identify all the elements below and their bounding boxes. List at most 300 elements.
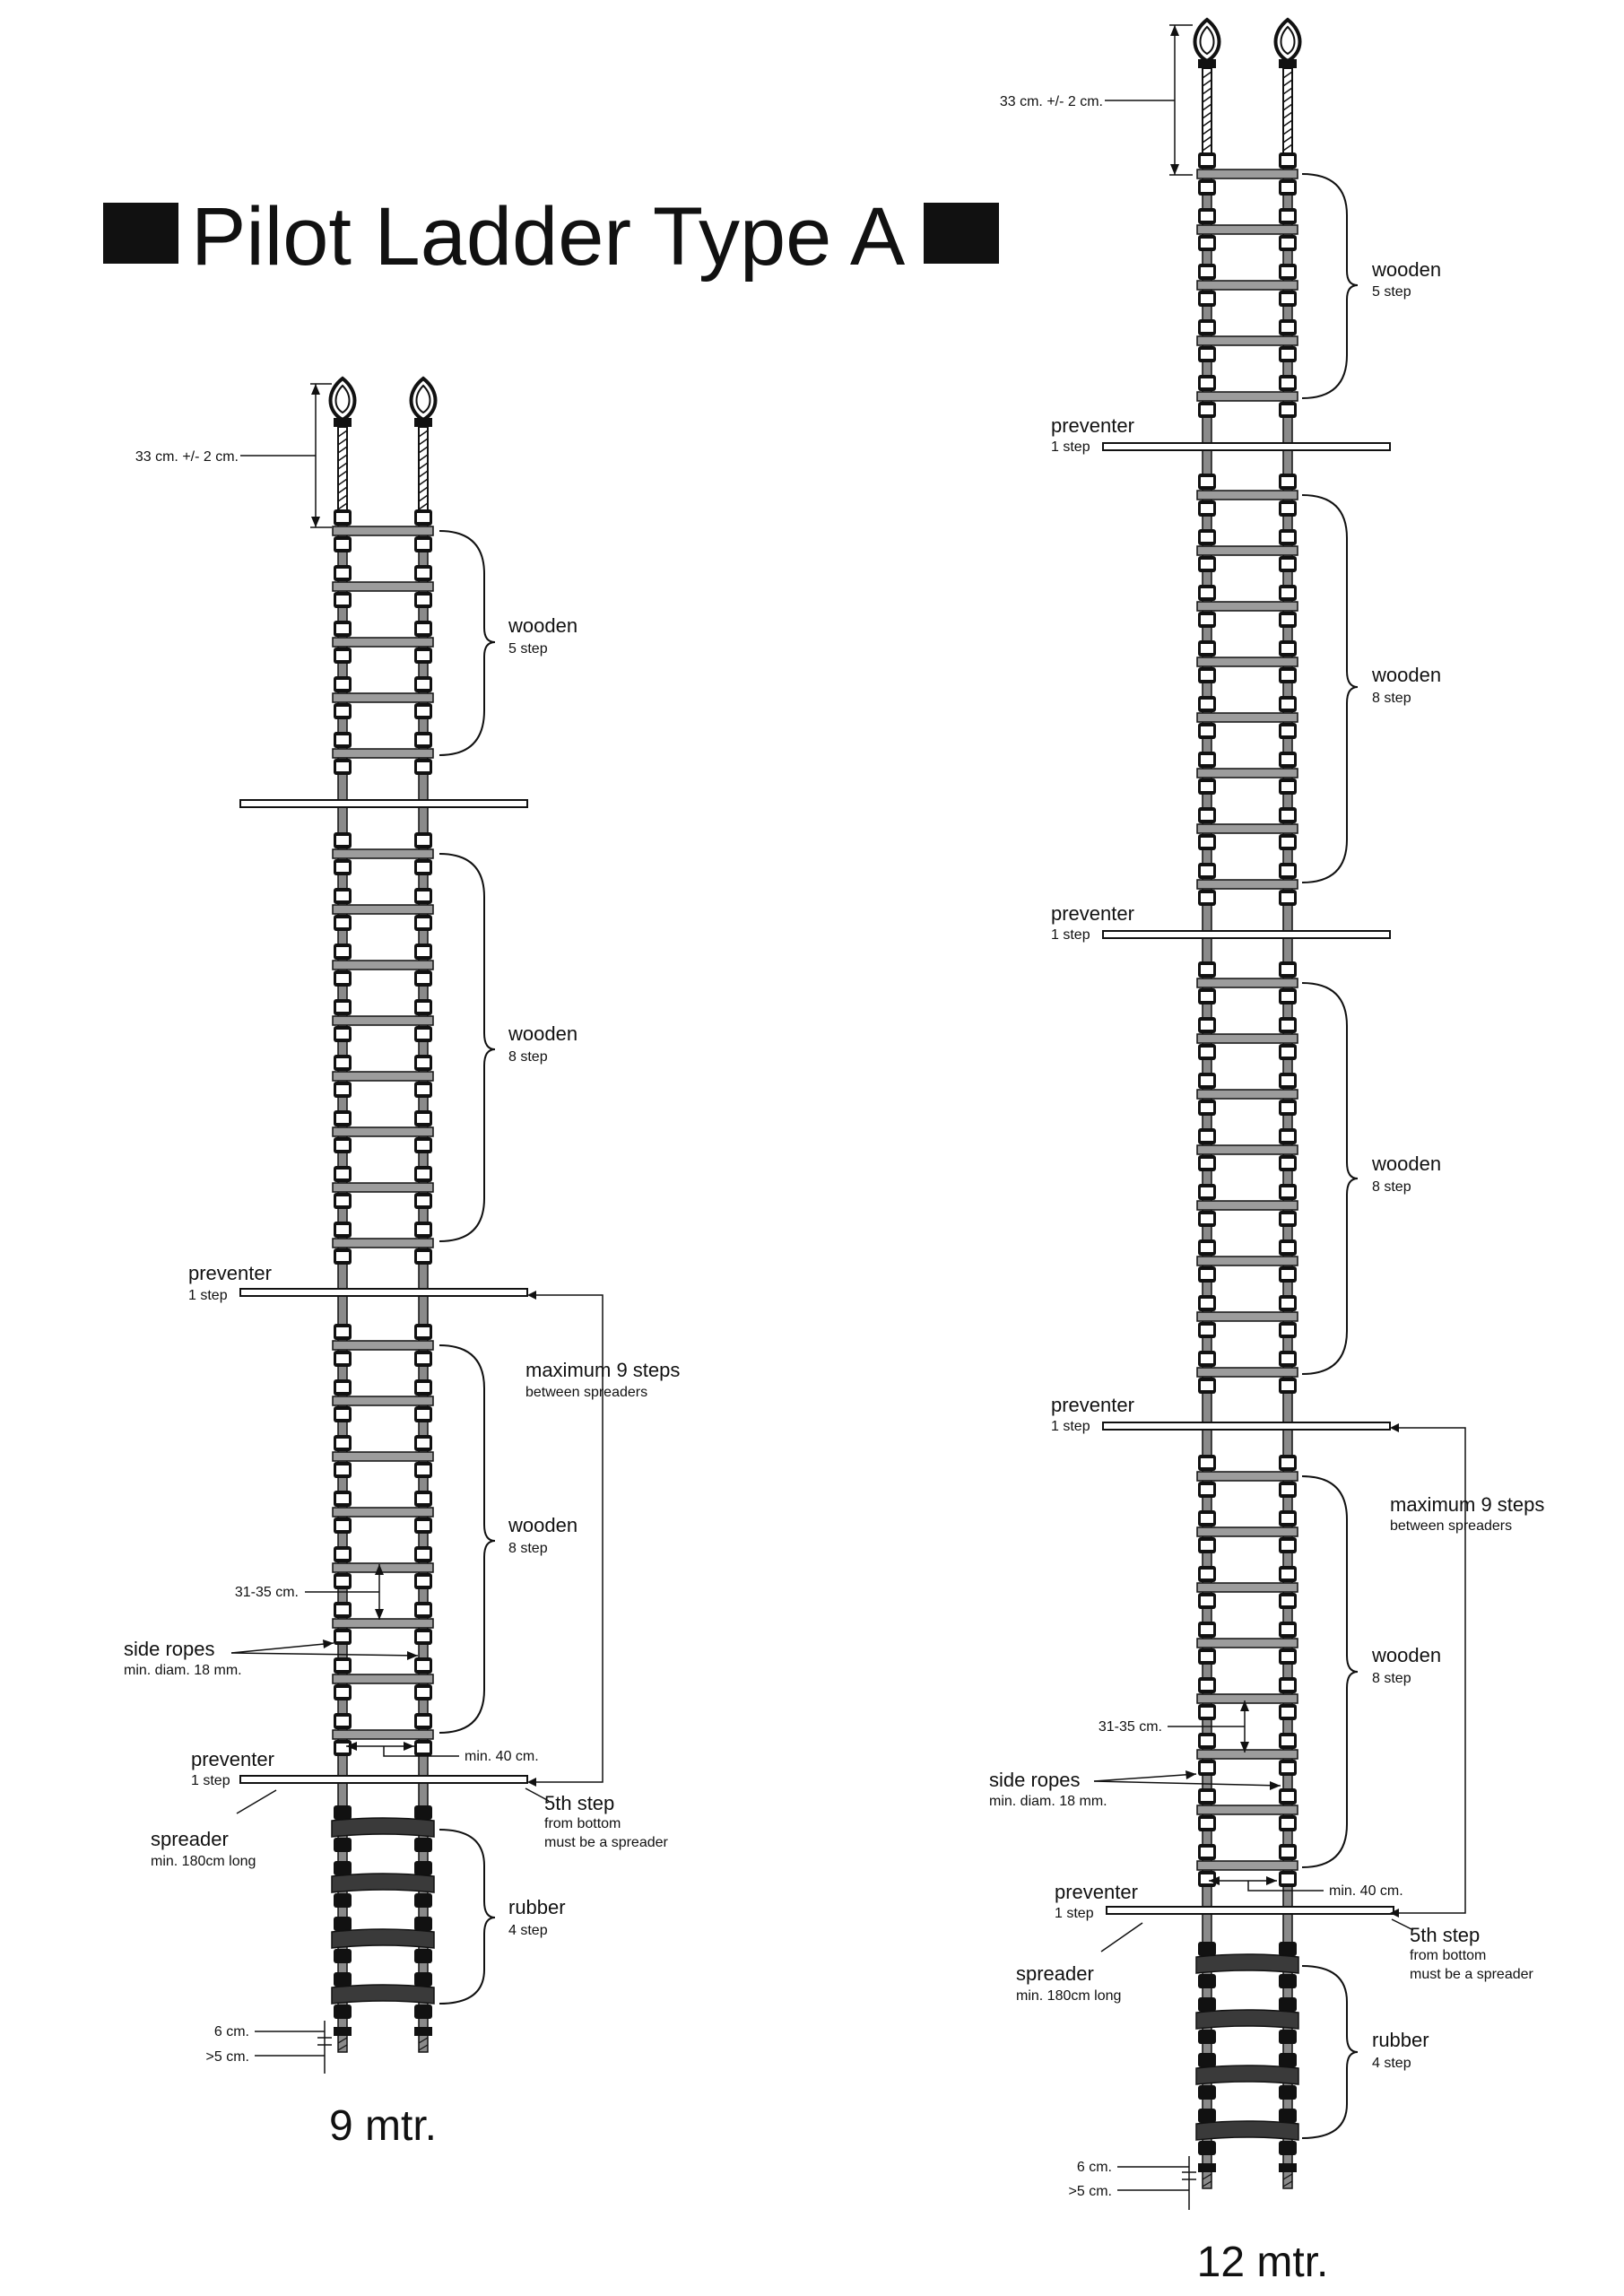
step-chock-slot — [1281, 782, 1294, 791]
step-chock-slot — [1201, 965, 1213, 974]
wooden-step — [1197, 769, 1298, 778]
preventer-label: preventer — [191, 1748, 274, 1770]
step-chock-slot — [336, 1327, 349, 1336]
step-chock-slot — [1201, 1570, 1213, 1578]
ladder-caption: 9 mtr. — [328, 2102, 438, 2150]
section-sublabel: 4 step — [1372, 2056, 1411, 2071]
section-sublabel: 8 step — [1372, 1671, 1411, 1686]
step-chock — [1279, 2053, 1297, 2067]
step-chock-slot — [1201, 350, 1213, 359]
wooden-step — [1197, 491, 1298, 500]
step-chock-slot — [1281, 1214, 1294, 1223]
step-chock-slot — [336, 974, 349, 983]
rubber-step — [332, 1929, 434, 1948]
step-chock-slot — [417, 1661, 430, 1670]
step-chock-slot — [1281, 1159, 1294, 1168]
spreader-bar — [1103, 931, 1390, 938]
step-chock-slot — [1281, 1132, 1294, 1141]
spreader-bar — [240, 800, 527, 807]
step-chock — [414, 1893, 432, 1908]
step-chock-slot — [1281, 239, 1294, 248]
step-chock-slot — [1201, 992, 1213, 1001]
step-chock-slot — [1281, 1541, 1294, 1550]
step-chock-slot — [336, 1465, 349, 1474]
step-chock — [1198, 2085, 1216, 2100]
rope-eye-collar — [1279, 59, 1297, 68]
step-chock — [1198, 2141, 1216, 2155]
preventer-sublabel: 1 step — [1051, 927, 1090, 943]
step-chock-slot — [417, 1465, 430, 1474]
fifth-step-label: 5th step — [544, 1792, 615, 1814]
step-chock — [414, 1917, 432, 1931]
step-chock-slot — [1201, 1021, 1213, 1030]
step-chock-slot — [417, 1383, 430, 1392]
section-sublabel: 5 step — [508, 641, 548, 657]
step-chock-slot — [1201, 1103, 1213, 1112]
step-chock-slot — [417, 1085, 430, 1094]
step-chock-slot — [336, 596, 349, 604]
step-chock-slot — [417, 1550, 430, 1559]
step-chock-slot — [1201, 1708, 1213, 1717]
step-chock — [414, 1972, 432, 1987]
step-chock-slot — [1281, 504, 1294, 513]
wooden-step — [333, 693, 433, 702]
step-chock-slot — [336, 1577, 349, 1586]
step-chock-slot — [1281, 1187, 1294, 1196]
section-sublabel: 8 step — [508, 1541, 548, 1556]
step-chock-slot — [1281, 1381, 1294, 1390]
step-chock-slot — [417, 624, 430, 633]
wooden-step — [1197, 657, 1298, 666]
spreader-bar — [240, 1776, 527, 1783]
wooden-step — [333, 1341, 433, 1350]
bottom-chock — [414, 2027, 432, 2036]
step-chock-slot — [1281, 1243, 1294, 1252]
step-chock-slot — [336, 863, 349, 872]
step-chock-slot — [417, 891, 430, 900]
step-chock-slot — [1201, 893, 1213, 902]
step-chock-slot — [336, 1744, 349, 1752]
section-label: rubber — [1372, 2029, 1429, 2051]
ladder-12m-graphic — [1103, 20, 1394, 2188]
step-chock-slot — [1281, 183, 1294, 192]
step-chock-slot — [336, 762, 349, 771]
wooden-step — [1197, 978, 1298, 987]
step-chock — [1279, 1974, 1297, 1988]
step-chock — [1198, 1997, 1216, 2012]
step-chock-slot — [1281, 1458, 1294, 1467]
step-chock-slot — [336, 1605, 349, 1614]
wooden-step — [1197, 1694, 1298, 1703]
step-chock-slot — [1281, 1354, 1294, 1363]
wooden-step — [333, 1452, 433, 1461]
preventer-sublabel: 1 step — [1051, 439, 1090, 455]
wooden-step — [1197, 1583, 1298, 1592]
step-chock-slot — [1281, 212, 1294, 221]
step-chock-slot — [417, 1196, 430, 1205]
step-chock-slot — [417, 1494, 430, 1503]
preventer-label: preventer — [1051, 1394, 1134, 1416]
step-chock-slot — [417, 1439, 430, 1448]
wooden-step — [333, 526, 433, 535]
step-chock-slot — [417, 1577, 430, 1586]
wooden-step — [1197, 392, 1298, 401]
step-chock-slot — [1281, 811, 1294, 820]
step-chock-slot — [1201, 838, 1213, 847]
section-label: rubber — [508, 1896, 566, 1918]
wooden-step — [1197, 1034, 1298, 1043]
rubber-step — [332, 1818, 434, 1837]
ladder-caption: 12 mtr. — [1196, 2239, 1329, 2286]
step-chock-slot — [417, 1058, 430, 1067]
wooden-step — [1197, 225, 1298, 234]
wooden-step — [333, 1674, 433, 1683]
step-chock-slot — [1201, 323, 1213, 332]
step-chock-slot — [417, 707, 430, 716]
step-chock-slot — [1281, 1848, 1294, 1857]
spreader-bar — [1103, 443, 1390, 450]
wooden-step — [333, 905, 433, 914]
wooden-step — [333, 849, 433, 858]
wooden-step — [1197, 1090, 1298, 1099]
step-chock-slot — [1281, 1048, 1294, 1057]
step-chock — [1279, 1942, 1297, 1956]
section-sublabel: 5 step — [1372, 284, 1411, 300]
wooden-step — [1197, 1750, 1298, 1759]
preventer-label: preventer — [1055, 1881, 1138, 1903]
wooden-step — [333, 749, 433, 758]
step-chock-slot — [336, 1196, 349, 1205]
step-chock-slot — [336, 1354, 349, 1363]
step-chock-slot — [417, 1327, 430, 1336]
step-chock-slot — [1201, 1596, 1213, 1605]
rubber-step — [332, 1874, 434, 1892]
step-chock-slot — [417, 1225, 430, 1234]
spreader-label: spreader — [1016, 1962, 1094, 1985]
rope-eye-collar — [414, 418, 432, 427]
step-chock-slot — [1201, 1048, 1213, 1057]
bottom-dimension — [1117, 2156, 1196, 2210]
step-chock-slot — [1201, 533, 1213, 542]
step-chock-slot — [417, 513, 430, 522]
step-chock-slot — [1281, 615, 1294, 624]
step-chock-slot — [417, 1114, 430, 1123]
step-chock-slot — [1281, 1270, 1294, 1279]
step-chock-slot — [1201, 644, 1213, 653]
step-chock — [414, 2005, 432, 2019]
section-label: wooden — [1372, 664, 1442, 686]
step-chock-slot — [1201, 1736, 1213, 1745]
step-chock — [334, 1805, 352, 1820]
step-chock — [334, 1893, 352, 1908]
step-chock — [334, 1949, 352, 1963]
step-chock — [334, 1838, 352, 1852]
section-sublabel: 8 step — [1372, 691, 1411, 706]
step-chock-slot — [1281, 156, 1294, 165]
step-chock-slot — [1281, 560, 1294, 569]
wooden-step — [333, 1072, 433, 1081]
step-chock-slot — [336, 1252, 349, 1261]
step-chock-slot — [1281, 644, 1294, 653]
step-chock-slot — [1281, 1819, 1294, 1828]
section-label: wooden — [1372, 258, 1442, 281]
fifth-step-sublabel-2: must be a spreader — [544, 1835, 668, 1850]
step-chock-slot — [1201, 212, 1213, 221]
step-chock-slot — [336, 1383, 349, 1392]
step-chock-slot — [1281, 1326, 1294, 1335]
step-chock-slot — [1281, 1736, 1294, 1745]
step-chock-slot — [1201, 504, 1213, 513]
step-chock-slot — [1281, 588, 1294, 597]
step-chock-slot — [336, 1632, 349, 1641]
step-chock-slot — [336, 651, 349, 660]
step-chock-slot — [1201, 267, 1213, 276]
wooden-step — [1197, 1805, 1298, 1814]
preventer-label: preventer — [1051, 902, 1134, 925]
step-chock-slot — [1281, 755, 1294, 764]
section-brace — [1302, 495, 1358, 883]
step-chock-slot — [1281, 1708, 1294, 1717]
step-chock-slot — [1201, 560, 1213, 569]
step-chock-slot — [336, 1058, 349, 1067]
bottom-dim-label: 6 cm. — [213, 2024, 249, 2039]
wooden-step — [1197, 1312, 1298, 1321]
step-chock-slot — [1201, 615, 1213, 624]
step-chock-slot — [1201, 1763, 1213, 1772]
step-chock-slot — [417, 1410, 430, 1419]
page-title: Pilot Ladder Type A — [191, 191, 906, 283]
step-chock-slot — [417, 762, 430, 771]
step-chock-slot — [417, 1744, 430, 1752]
section-label: wooden — [508, 1514, 578, 1536]
section-sublabel: 4 step — [508, 1923, 548, 1938]
preventer-label: preventer — [1051, 414, 1134, 437]
step-chock-slot — [1201, 477, 1213, 486]
fifth-step-sublabel-1: from bottom — [1410, 1948, 1487, 1963]
step-chock-slot — [417, 540, 430, 549]
rope-eye-collar — [334, 418, 352, 427]
step-chock-slot — [336, 1114, 349, 1123]
step-chock-slot — [1281, 477, 1294, 486]
step-chock-slot — [1281, 866, 1294, 875]
spreader-sublabel: min. 180cm long — [151, 1854, 256, 1869]
step-chock-slot — [1201, 1243, 1213, 1252]
top-length-label: 33 cm. +/- 2 cm. — [999, 94, 1103, 109]
step-chock-slot — [1281, 267, 1294, 276]
step-chock-slot — [1281, 1076, 1294, 1085]
wooden-step — [333, 1508, 433, 1517]
step-chock-slot — [1281, 671, 1294, 680]
section-brace — [439, 1830, 495, 2004]
bottom-chock — [1198, 2163, 1216, 2172]
step-chock-slot — [1281, 838, 1294, 847]
step-chock-slot — [417, 947, 430, 956]
section-label: wooden — [508, 1022, 578, 1045]
wooden-step — [333, 1563, 433, 1572]
fifth-step-label: 5th step — [1410, 1924, 1481, 1946]
step-chock-slot — [1281, 893, 1294, 902]
step-chock — [334, 2005, 352, 2019]
step-chock — [334, 1917, 352, 1931]
step-chock — [334, 1861, 352, 1875]
step-chock-slot — [336, 707, 349, 716]
step-chock-slot — [1201, 700, 1213, 709]
step-chock-slot — [1201, 1132, 1213, 1141]
step-chock-slot — [336, 1439, 349, 1448]
wooden-step — [333, 1016, 433, 1025]
step-chock — [1279, 2141, 1297, 2155]
max-steps-label: maximum 9 steps — [1390, 1493, 1545, 1516]
step-chock-slot — [1201, 1381, 1213, 1390]
step-chock-slot — [336, 569, 349, 578]
step-chock-slot — [1281, 1103, 1294, 1112]
step-chock-slot — [1281, 1570, 1294, 1578]
bottom-dim-label: 6 cm. — [1076, 2160, 1112, 2175]
section-brace — [1302, 1476, 1358, 1867]
step-chock — [414, 1838, 432, 1852]
step-chock-slot — [1201, 1792, 1213, 1801]
rubber-step — [1196, 2066, 1298, 2084]
preventer-label: preventer — [188, 1262, 272, 1284]
step-chock-slot — [336, 1688, 349, 1697]
step-chock-slot — [1281, 1299, 1294, 1308]
step-chock — [1279, 2030, 1297, 2044]
step-chock-slot — [1281, 726, 1294, 735]
max-steps-label: maximum 9 steps — [525, 1359, 681, 1381]
wooden-step — [1197, 713, 1298, 722]
section-sublabel: 8 step — [508, 1049, 548, 1065]
wooden-step — [1197, 1861, 1298, 1870]
step-chock — [1279, 2109, 1297, 2123]
step-chock-slot — [417, 836, 430, 845]
step-chock-slot — [1201, 1485, 1213, 1494]
step-chock-slot — [417, 1252, 430, 1261]
step-chock-slot — [1281, 1874, 1294, 1883]
spreader-label: spreader — [151, 1828, 229, 1850]
rubber-step — [1196, 1954, 1298, 1973]
step-chock-slot — [417, 1688, 430, 1697]
wooden-step — [333, 582, 433, 591]
wooden-step — [1197, 602, 1298, 611]
section-sublabel: 8 step — [1372, 1179, 1411, 1195]
step-chock — [414, 1949, 432, 1963]
preventer-sublabel: 1 step — [191, 1773, 230, 1788]
step-chock-slot — [1201, 1299, 1213, 1308]
section-brace — [439, 531, 495, 755]
min-width-dimension — [346, 1742, 459, 1756]
step-chock — [1198, 2030, 1216, 2044]
step-chock-slot — [1281, 700, 1294, 709]
step-chock-slot — [336, 540, 349, 549]
wooden-step — [1197, 546, 1298, 555]
step-chock-slot — [336, 1141, 349, 1150]
wooden-step — [1197, 336, 1298, 345]
top-length-label: 33 cm. +/- 2 cm. — [135, 449, 239, 465]
ladder-12m — [989, 20, 1544, 2286]
min-width-label: min. 40 cm. — [1329, 1883, 1403, 1899]
step-chock-slot — [417, 680, 430, 689]
wooden-step — [1197, 1527, 1298, 1536]
step-chock-slot — [1201, 755, 1213, 764]
title-square-left — [103, 203, 178, 264]
wooden-step — [333, 1127, 433, 1136]
step-chock-slot — [1201, 1848, 1213, 1857]
wooden-step — [333, 961, 433, 970]
step-chock-slot — [417, 569, 430, 578]
wooden-step — [1197, 1257, 1298, 1265]
section-brace — [439, 1345, 495, 1733]
step-chock — [1279, 1997, 1297, 2012]
step-chock-slot — [336, 836, 349, 845]
wooden-step — [1197, 880, 1298, 889]
step-chock-slot — [336, 1085, 349, 1094]
bottom-dim-label: >5 cm. — [205, 2049, 249, 2065]
wooden-step — [333, 638, 433, 647]
step-chock-slot — [336, 513, 349, 522]
max-steps-sublabel: between spreaders — [525, 1385, 648, 1400]
step-chock-slot — [417, 1170, 430, 1178]
step-chock-slot — [417, 651, 430, 660]
side-ropes-label: side ropes — [989, 1769, 1081, 1791]
step-chock-slot — [336, 891, 349, 900]
step-chock-slot — [1201, 1214, 1213, 1223]
step-chock-slot — [1281, 992, 1294, 1001]
side-ropes-leader — [1094, 1770, 1281, 1790]
step-chock-slot — [336, 1717, 349, 1726]
step-chock-slot — [1281, 1681, 1294, 1690]
step-chock-slot — [1281, 533, 1294, 542]
step-chock-slot — [1201, 782, 1213, 791]
side-ropes-sublabel: min. diam. 18 mm. — [124, 1663, 242, 1678]
title-square-right — [924, 203, 999, 264]
step-chock-slot — [336, 1494, 349, 1503]
section-label: wooden — [1372, 1644, 1442, 1666]
min-width-dimension — [1209, 1876, 1324, 1891]
step-chock — [1198, 2109, 1216, 2123]
step-chock-slot — [1201, 1819, 1213, 1828]
step-chock-slot — [1201, 1874, 1213, 1883]
step-chock-slot — [1201, 588, 1213, 597]
step-chock-slot — [1201, 294, 1213, 303]
spreader-leader — [1101, 1923, 1142, 1952]
step-chock-slot — [1201, 156, 1213, 165]
section-brace — [1302, 174, 1358, 398]
step-chock — [334, 1972, 352, 1987]
wooden-step — [1197, 1145, 1298, 1154]
step-chock — [414, 1861, 432, 1875]
preventer-sublabel: 1 step — [1055, 1906, 1094, 1921]
step-chock-slot — [1201, 1625, 1213, 1634]
step-chock-slot — [417, 974, 430, 983]
step-chock-slot — [1201, 811, 1213, 820]
step-chock-slot — [336, 1225, 349, 1234]
step-chock-slot — [336, 918, 349, 927]
step-chock-slot — [1281, 294, 1294, 303]
step-chock-slot — [336, 1661, 349, 1670]
step-chock-slot — [1201, 866, 1213, 875]
step-chock-slot — [417, 1030, 430, 1039]
step-chock-slot — [1281, 1625, 1294, 1634]
spreader-bar — [1107, 1907, 1394, 1914]
wooden-step — [1197, 1368, 1298, 1377]
step-chock-slot — [1281, 1514, 1294, 1523]
step-chock-slot — [1201, 405, 1213, 414]
step-chock-slot — [417, 1354, 430, 1363]
wooden-step — [333, 1396, 433, 1405]
step-chock-slot — [336, 1030, 349, 1039]
step-chock-slot — [336, 1003, 349, 1012]
bottom-dimension — [255, 2021, 332, 2074]
